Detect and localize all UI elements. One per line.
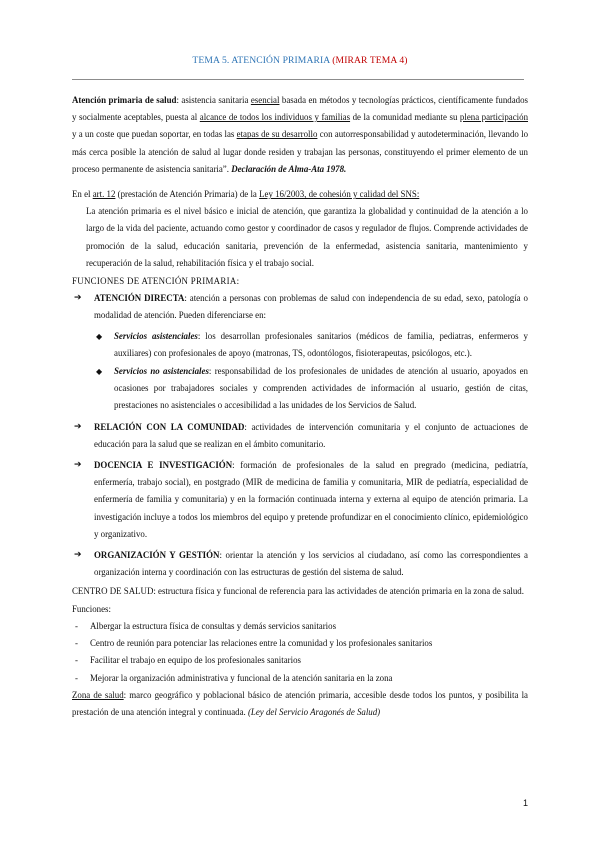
functions-heading: FUNCIONES DE ATENCIÓN PRIMARIA: (72, 276, 240, 287)
arrow-icon: ➔ (74, 421, 82, 432)
function-teaching (72, 457, 528, 543)
definition-paragraph (72, 92, 528, 178)
definition-source: Declaración de Alma-Ata 1978. (231, 163, 347, 174)
dash-marker: - (75, 638, 78, 649)
sub-item-assistential (72, 328, 528, 362)
list-item (72, 618, 528, 635)
document-body (72, 92, 528, 721)
function-community (72, 419, 528, 453)
law-article: art. 12 (92, 189, 116, 200)
sub-item-assistential-label: Servicios asistenciales (114, 330, 198, 341)
definition-text-2: basada en métodos y tecnologías prácticos, científicamente fundados y socialmente aceptables, puesta al (72, 95, 528, 123)
definition-text-5: con autorresponsabilidad y autodeterminación, llevando lo más cerca posible la atención de salud al lugar donde residen y trabajan las personas, constituyendo el primer elemento de un proceso permanente de asistencia sanitaria”. (72, 129, 529, 174)
health-center-functions-label: Funciones: (72, 603, 111, 614)
health-center-definition: CENTRO DE SALUD: estructura física y funcional de referencia para las actividades de atención primaria en la zona de salud. (72, 586, 524, 597)
law-paragraph (72, 186, 528, 203)
list-item (72, 635, 528, 652)
function-organization-label: ORGANIZACIÓN Y GESTIÓN (94, 550, 220, 561)
dash-marker: - (75, 655, 78, 666)
function-community-label: RELACIÓN CON LA COMUNIDAD (94, 421, 245, 432)
list-item (72, 652, 528, 669)
definition-text-4: y a un coste que puedan soportar, en todas las (72, 129, 237, 140)
function-teaching-text: : formación de profesionales de la salud en pregrado (medicina, pediatría, enfermería, trabajo social), en postgrado (MIR de medicina de familia y comunitaria, MIR de pediatría, especialidad de enfermería de familia y comunitaria) y en la formación continuada interna y externa al equipo de atención primaria. La investigación incluye a todos los miembros del equipo y pretende profundizar en el conocimiento clínico, epidemiológico y organizativo. (94, 460, 529, 539)
definition-term: Atención primaria de salud (72, 95, 177, 105)
list-item-text: Albergar la estructura física de consultas y demás servicios sanitarios (90, 620, 337, 631)
page-number: 1 (522, 798, 528, 808)
function-community-text: : actividades de intervención comunitaria y el conjunto de actuaciones de educación para la salud que se realizan en el ámbito comunitario. (94, 421, 528, 449)
arrow-icon: ➔ (74, 550, 82, 561)
zone-label: Zona de salud (72, 689, 124, 700)
law-mid: (prestación de Atención Primaria) de la (115, 189, 260, 200)
title-main: TEMA 5. ATENCIÓN PRIMARIA (192, 55, 330, 66)
diamond-icon: ◆ (96, 367, 103, 377)
sub-item-non-assistential (72, 363, 528, 415)
zone-source: (Ley del Servicio Aragonés de Salud) (247, 706, 381, 717)
function-direct-text: : atención a personas con problemas de salud con independencia de su edad, sexo, patología o modalidad de atención. Pueden diferenciarse en: (94, 293, 528, 321)
zone-text: : marco geográfico y poblacional básico de atención primaria, accesible desde todos los puntos, y posibilita la prestación de una atención integral y continuada. (72, 689, 528, 717)
law-name: Ley 16/2003, de cohesión y calidad del SNS: (259, 189, 420, 200)
dash-marker: - (75, 672, 78, 683)
arrow-icon: ➔ (74, 293, 82, 304)
list-item-text: Centro de reunión para potenciar las relaciones entre la comunidad y los profesionales sanitarios (90, 638, 433, 649)
function-organization (72, 547, 528, 581)
list-item-text: Facilitar el trabajo en equipo de los profesionales sanitarios (90, 655, 301, 666)
definition-text-3: de la comunidad mediante su (350, 112, 460, 123)
definition-underline-4: etapas de su desarrollo (236, 129, 318, 140)
title-divider (72, 79, 524, 80)
function-direct (72, 290, 528, 324)
title-note: (MIRAR TEMA 4) (332, 55, 408, 66)
list-item (72, 670, 528, 687)
sub-item-non-assistential-text: : responsabilidad de los profesionales de unidades de atención al usuario, apoyados en ocasiones por trabajadores sociales y comprenden actividades de información al usuario, gestión de citas, prestaciones no asistenciales o accesibilidad a las unidades de los Servicios de Salud. (114, 366, 528, 411)
function-organization-text: : orientar la atención y los servicios al ciudadano, así como las correspondientes a organización interna y coordinación con las estructuras de gestión del sistema de salud. (94, 550, 528, 578)
definition-text-1: : asistencia sanitaria (176, 95, 251, 105)
function-direct-label: ATENCIÓN DIRECTA (94, 293, 185, 304)
zone-paragraph (72, 687, 528, 721)
function-teaching-label: DOCENCIA E INVESTIGACIÓN (94, 460, 233, 471)
arrow-icon: ➔ (74, 460, 82, 471)
sub-item-non-assistential-label: Servicios no asistenciales (114, 366, 209, 377)
definition-underline-3: plena participación (459, 112, 529, 123)
definition-underline-1: esencial (250, 95, 280, 105)
law-text: La atención primaria es el nivel básico e inicial de atención, que garantiza la globalidad y continuidad de la atención a lo largo de la vida del paciente, actuando como gestor y coordinador de casos y regulador de flujos. Comprende actividades de promoción de la salud, educación sanitaria, prevención de la enfermedad, asistencia sanitaria, mantenimiento y recuperación de la salud, rehabilitación física y el trabajo social. (86, 206, 528, 268)
page-title (0, 55, 600, 66)
sub-item-assistential-text: : los desarrollan profesionales sanitarios (médicos de familia, pediatras, enfermeros y auxiliares) con profesionales de apoyo (matronas, TS, odontólogos, fisioterapeutas, psicólogos, etc.). (114, 330, 528, 358)
definition-underline-2: alcance de todos los individuos y familias (199, 112, 351, 123)
dash-marker: - (75, 620, 78, 631)
diamond-icon: ◆ (96, 331, 103, 341)
list-item-text: Mejorar la organización administrativa y funcional de la atención sanitaria en la zona (90, 672, 393, 683)
law-pre: En el (72, 189, 93, 200)
